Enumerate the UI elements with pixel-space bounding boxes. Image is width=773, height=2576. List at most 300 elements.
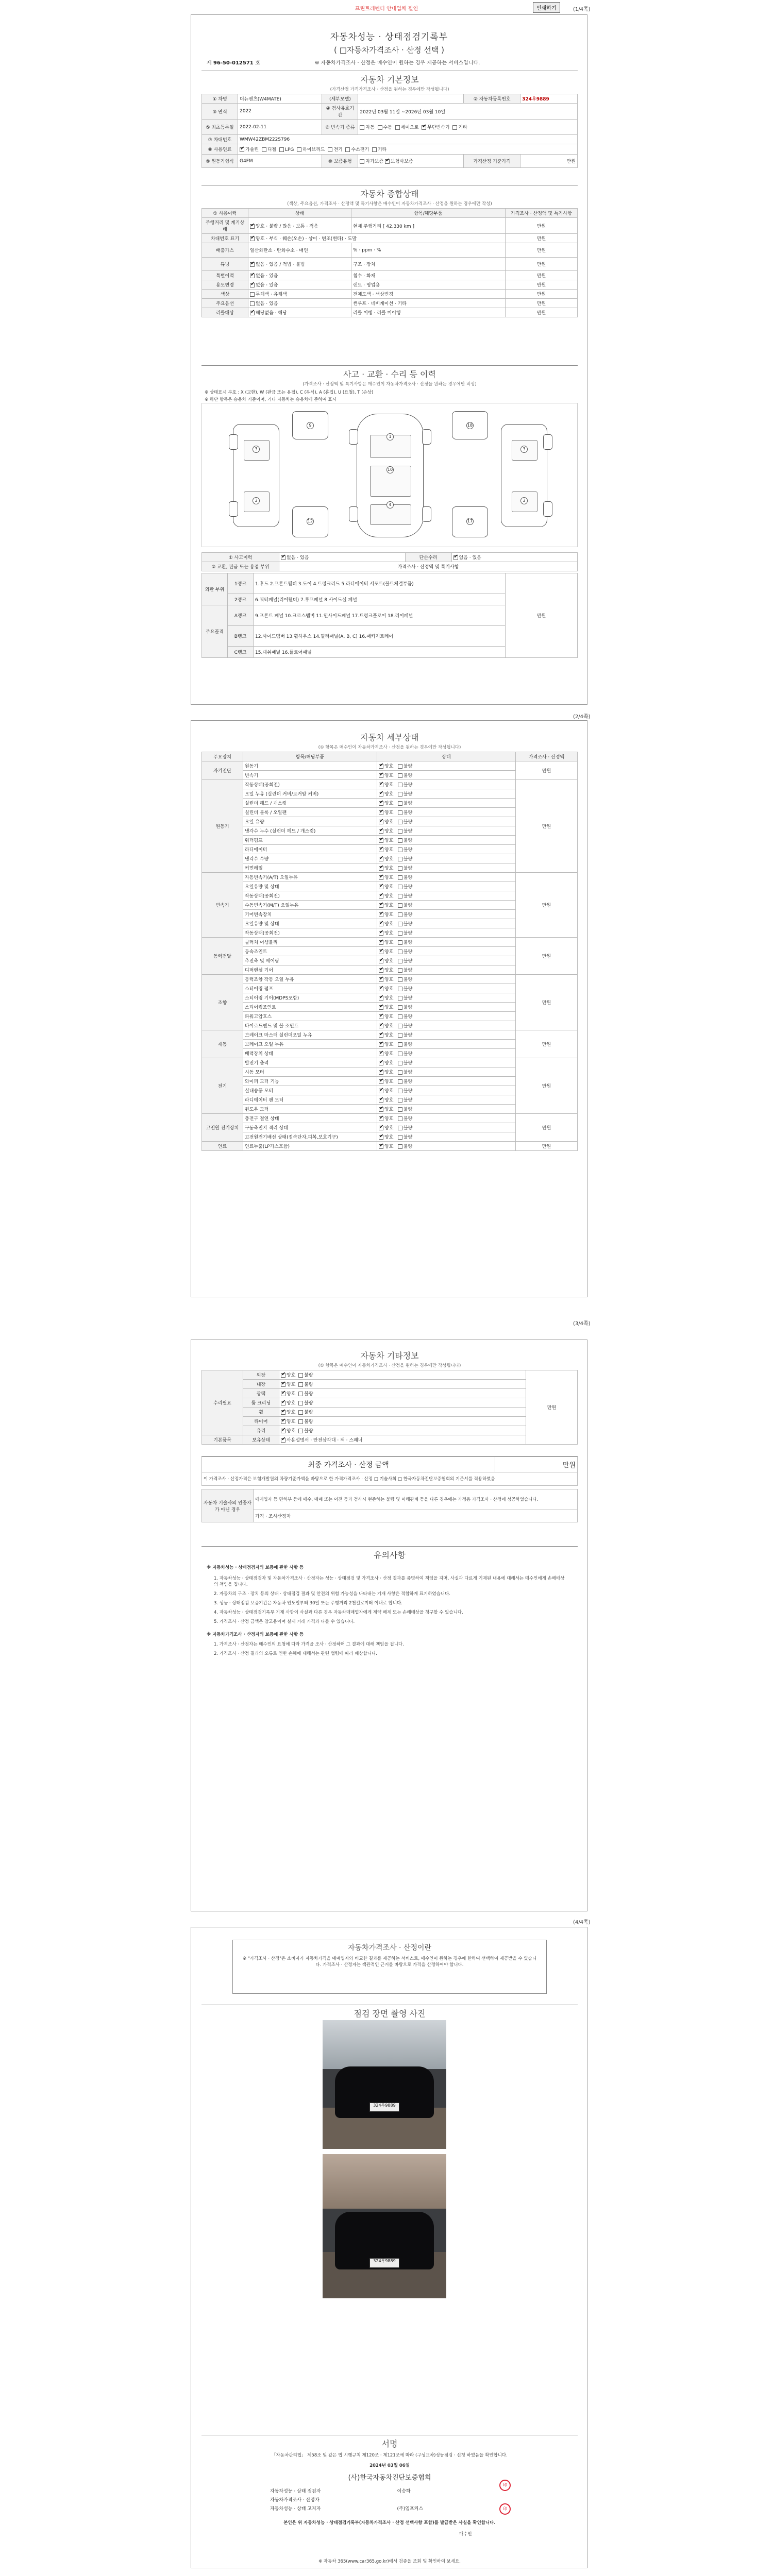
state-checkbox[interactable] bbox=[379, 968, 383, 973]
detail-state[interactable]: ✔ 양호 불량 bbox=[377, 854, 516, 863]
detail-row: 고전원전기배선 상태(접속단자,피복,보호기구) ✔ 양호 불량 bbox=[202, 1132, 578, 1142]
fuel-other[interactable] bbox=[372, 147, 377, 152]
detail-row: 라디에이터 ✔ 양호 불량 bbox=[202, 845, 578, 854]
state-checkbox[interactable] bbox=[398, 1024, 402, 1028]
state-checkbox[interactable] bbox=[379, 764, 383, 769]
state-checkbox[interactable] bbox=[398, 885, 402, 889]
accident-history-label: ① 사고이력 bbox=[202, 553, 279, 562]
final-price-title: 최종 가격조사 · 산정 금액 bbox=[202, 1457, 495, 1472]
document-note: ※ 자동차가격조사 · 산정은 매수인이 원하는 경우 제공하는 서비스입니다. bbox=[315, 60, 480, 66]
warranty-options: 자가보증 ✔ 보험사보증 bbox=[358, 155, 464, 168]
state-checkbox[interactable] bbox=[398, 931, 402, 936]
general-state-title: 자동차 종합상태 bbox=[360, 189, 419, 199]
state-checkbox[interactable] bbox=[379, 866, 383, 871]
replaced-parts-price-note: 가격조사 · 산정액 및 특기사항 bbox=[279, 562, 578, 571]
detail-state[interactable]: ✔ 양호 불량 bbox=[377, 1040, 516, 1049]
detail-state[interactable]: ✔ 양호 불량 bbox=[377, 845, 516, 854]
detail-row: 실린더 블록 / 오일팬 ✔ 양호 불량 bbox=[202, 808, 578, 817]
car-diagram-area: 3 3 1 10 4 3 3 9 18 12 17 bbox=[201, 403, 578, 547]
inspection-photo-rear bbox=[323, 2154, 446, 2298]
state-checkbox[interactable] bbox=[379, 1014, 383, 1019]
inspection-validity-label: ④ 검사유효기간 bbox=[322, 104, 358, 120]
vin-label: ⑦ 차대번호 bbox=[202, 135, 238, 144]
accident-note: (가격조사 · 산정액 및 특기사항은 매수인이 자동차가격조사 · 산정을 원하는 경우에만 작성) bbox=[303, 382, 477, 387]
detail-row: 스티어링조인트 ✔ 양호 불량 bbox=[202, 1003, 578, 1012]
detail-model-label: (세부모델) bbox=[322, 94, 358, 104]
year-label: ③ 연식 bbox=[202, 104, 238, 120]
detail-row: 윈도우 모터 ✔ 양호 불량 bbox=[202, 1105, 578, 1114]
state-checkbox[interactable] bbox=[398, 903, 402, 908]
state-checkbox[interactable] bbox=[398, 857, 402, 861]
detail-row: 오일 누유 (실린더 커버/로커암 커버) ✔ 양호 불량 bbox=[202, 789, 578, 799]
other-checkbox[interactable] bbox=[298, 1382, 303, 1387]
state-checkbox[interactable] bbox=[379, 903, 383, 908]
inspector-sub: 가격 · 조사산정자 bbox=[254, 1510, 578, 1522]
detail-state[interactable]: ✔ 양호 불량 bbox=[377, 1114, 516, 1123]
state-checkbox[interactable] bbox=[398, 820, 402, 824]
state-checkbox[interactable] bbox=[379, 1005, 383, 1010]
page-3 bbox=[191, 1340, 587, 1911]
company-seal-stamp: 印 bbox=[499, 2480, 511, 2491]
detail-state[interactable]: ✔ 양호 불량 bbox=[377, 882, 516, 891]
state-checkbox[interactable] bbox=[379, 875, 383, 880]
page-3-number: (3/4쪽) bbox=[573, 1321, 591, 1327]
detail-state[interactable]: ✔ 양호 불량 bbox=[377, 826, 516, 836]
notice-heading-2: ※ 자동차가격조사 · 산정자의 보증에 관한 사항 등 bbox=[207, 1632, 304, 1637]
page-2-number: (2/4쪽) bbox=[573, 714, 591, 720]
other-row: 유리 ✔ 양호 불량 bbox=[202, 1426, 578, 1435]
other-checkbox[interactable] bbox=[281, 1429, 285, 1433]
other-checkbox[interactable] bbox=[281, 1401, 285, 1405]
state-checkbox[interactable] bbox=[379, 1089, 383, 1093]
other-checkbox[interactable] bbox=[298, 1429, 303, 1433]
detail-row: 등속조인트 ✔ 양호 불량 bbox=[202, 947, 578, 956]
notice-item: 2. 가격조사 · 산정 결과의 오류로 인한 손해에 대해서는 관련 법령에 따라 배상합니다. bbox=[214, 1651, 377, 1656]
other-checkbox[interactable] bbox=[298, 1419, 303, 1424]
other-checkbox[interactable] bbox=[281, 1392, 285, 1396]
basic-info-table bbox=[201, 94, 578, 168]
detail-row: 고전원 전기장치 충전구 절연 상태 ✔ 양호 불량 만원 bbox=[202, 1114, 578, 1123]
base-price-value: 만원 bbox=[520, 155, 578, 168]
detail-note: (① 항목은 매수인이 자동차가격조사 · 산정을 원하는 경우에만 작성됩니다) bbox=[318, 745, 461, 750]
other-checkbox[interactable] bbox=[298, 1401, 303, 1405]
detail-state[interactable]: ✔ 양호 불량 bbox=[377, 1086, 516, 1095]
state-checkbox[interactable] bbox=[379, 838, 383, 843]
fuel-hydrogen[interactable] bbox=[345, 147, 350, 152]
state-checkbox[interactable] bbox=[398, 1052, 402, 1056]
state-checkbox[interactable] bbox=[398, 838, 402, 843]
other-checkbox[interactable] bbox=[281, 1410, 285, 1415]
car-name-label: ① 차명 bbox=[202, 94, 238, 104]
state-checkbox[interactable] bbox=[398, 940, 402, 945]
detail-row: 기어변속장치 ✔ 양호 불량 bbox=[202, 910, 578, 919]
other-row: 룸 크리닝 ✔ 양호 불량 bbox=[202, 1398, 578, 1408]
state-checkbox[interactable] bbox=[398, 866, 402, 871]
state-checkbox[interactable] bbox=[398, 977, 402, 982]
state-checkbox[interactable] bbox=[379, 1079, 383, 1084]
general-row: 주요옵션 없음 · 있음 썬루프 · 네비게이션 · 기타 만원 bbox=[202, 299, 578, 308]
state-checkbox[interactable] bbox=[379, 959, 383, 963]
detail-state[interactable]: ✔ 양호 불량 bbox=[377, 919, 516, 928]
detail-state[interactable]: ✔ 양호 불량 bbox=[377, 965, 516, 975]
document-number: 제 96-50-012571 호 bbox=[207, 60, 260, 66]
detail-state[interactable]: ✔ 양호 불량 bbox=[377, 1132, 516, 1142]
state-checkbox[interactable] bbox=[398, 764, 402, 769]
warranty-label: ⑩ 보증유형 bbox=[322, 155, 358, 168]
other-checkbox[interactable] bbox=[281, 1419, 285, 1424]
detail-state[interactable]: ✔ 양호 불량 bbox=[377, 1003, 516, 1012]
photo-plate-rear: 324우9889 bbox=[369, 2258, 399, 2268]
final-price-note: 이 가격조사 · 산정가격은 보험개발원의 차량기준가액을 바탕으로 한 가격가격조사 · 산정 □ 기술사회 □ 한국자동차진단보증협회의 기준서를 적용하였음 bbox=[202, 1472, 578, 1486]
state-checkbox[interactable] bbox=[398, 968, 402, 973]
replaced-parts-label: ② 교환, 판금 또는 용접 부위 bbox=[202, 562, 279, 571]
detail-table: 주요장치 항목/해당부품 상태 가격조사 · 산정액 자기진단 원동기 ✔ 양호 불량 만원 변속기 ✔ 양호 불량 원동기 작동상태(공회전) ✔ 양호 불량 만원 오일 누유 (실린더 커버/로커암 커버) ✔ 양호 불량 실린더 헤드 / 개스킷 ✔ 양호 불량 실린더 블록 / 오일팬 ✔ 양호 불량 오일 유량 ✔ 양호 불량 냉각수 누수 (실린더 헤드 / 개스킷) ✔ 양호 불량 워터펌프 ✔ 양호 불량 라디에이터 ✔ 양호 불량 냉각수 수량 ✔ 양호 불량 커먼레일 ✔ 양호 불량 변속기 자동변속기(A/T) 오일누유 ✔ 양호 불량 만원 오일유량 및 상태 ✔ 양호 불량 작동상태(공회전) ✔ 양호 불량 수동변속기(M/T) 오일누유 ✔ 양호 불량 기어변속장치 ✔ 양호 불량 오일유량 및 상태 ✔ 양호 불량 작동상태(공회전) ✔ 양호 불량 동력전달 클러치 어셈블리 ✔ 양호 불량 만원 등속조인트 ✔ 양호 불량 추진축 및 베어링 ✔ 양호 불량 디퍼렌셜 기어 ✔ 양호 불량 조향 동력조향 작동 오일 누유 ✔ 양호 불량 만원 스티어링 펌프 ✔ 양호 불량 스티어링 기어(MDPS포함) ✔ 양호 불량 스티어링조인트 ✔ 양호 불량 파워고압호스 ✔ 양호 불량 타이로드엔드 및 볼 조인트 ✔ 양호 불량 제동 브레이크 마스터 실린더오일 누유 ✔ 양호 불량 만원 브레이크 오일 누유 ✔ 양호 불량 배력장치 상태 ✔ 양호 불량 전기 발전기 출력 ✔ 양호 불량 만원 시동 모터 ✔ 양호 불량 와이퍼 모터 기능 ✔ 양호 불량 실내송풍 모터 ✔ 양호 불량 라디에이터 팬 모터 ✔ 양호 불량 윈도우 모터 ✔ 양호 불량 고전원 전기장치 충전구 절연 상태 ✔ 양호 불량 만원 구동축전지 격리 상태 ✔ 양호 불량 고전원전기배선 상태(접속단자,피복,보호기구) ✔ 양호 불량 연료 연료누출(LP가스포함) ✔ 양호 불량 만원 bbox=[201, 752, 578, 1151]
footer-note: ※ 자동차 365(www.car365.go.kr)에서 검증을 조회 및 확인하여 보세요. bbox=[318, 2559, 461, 2564]
car-name-value: 더뉴벤츠(W4MATE) bbox=[238, 94, 322, 104]
notice-item: 3. 성능 · 상태점검 보증기간은 자동차 인도일부터 30일 또는 주행거리 2천킬로미터 이내로 합니다. bbox=[214, 1601, 402, 1606]
signers-table: 자동차성능 · 상태 점검자 이승하 자동차가격조사 · 산정자 자동차성능 · 상태 고지자 (주)임포커스 bbox=[268, 2486, 464, 2513]
general-row: 차대번호 표기 ✔ 양호 · 부식 · 훼손(오손) · 상이 · 변조(변타) · 도말 만원 bbox=[202, 234, 578, 243]
warranty-self[interactable] bbox=[360, 159, 364, 164]
state-checkbox[interactable] bbox=[398, 1126, 402, 1130]
base-price-label: 가격산정 기준가격 bbox=[464, 155, 520, 168]
state-checkbox[interactable] bbox=[379, 977, 383, 982]
general-row: 주행거리 및 계기상태 ✔양호 · 불량 / 많음 · 보통 · 적음 현재 주행거리 [ 42,330 km ] 만원 bbox=[202, 218, 578, 234]
other-checkbox[interactable] bbox=[281, 1373, 285, 1378]
state-checkbox[interactable] bbox=[398, 959, 402, 963]
detail-row: 원동기 작동상태(공회전) ✔ 양호 불량 만원 bbox=[202, 780, 578, 789]
state-checkbox[interactable] bbox=[379, 848, 383, 852]
fuel-electric[interactable] bbox=[328, 147, 332, 152]
detail-state[interactable]: ✔ 양호 불량 bbox=[377, 1012, 516, 1021]
first-reg-value: 2022-02-11 bbox=[238, 120, 322, 135]
checkbox-other[interactable] bbox=[452, 125, 457, 130]
transmission-options: 자동 수동 세미오토 ✔ 무단변속기 기타 bbox=[358, 120, 578, 135]
state-checkbox[interactable] bbox=[379, 1098, 383, 1103]
detail-state[interactable]: ✔ 양호 불량 bbox=[377, 761, 516, 771]
detail-row: 수동변속기(M/T) 오일누유 ✔ 양호 불량 bbox=[202, 901, 578, 910]
detail-state[interactable]: ✔ 양호 불량 bbox=[377, 780, 516, 789]
state-checkbox[interactable] bbox=[398, 1061, 402, 1065]
detail-row: 배력장치 상태 ✔ 양호 불량 bbox=[202, 1049, 578, 1058]
general-header-state: 상태 bbox=[248, 209, 351, 218]
detail-state[interactable]: ✔ 양호 불량 bbox=[377, 1021, 516, 1030]
other-info-table bbox=[201, 1370, 578, 1445]
inspector-text: 매매업자 등 면허부 등에 매수, 매매 또는 이전 등과 검사시 현존하는 불량 및 이해관계 등을 다른 경우에는 가정용 가격조사 · 산정에 성공하였습니다. bbox=[254, 1489, 578, 1510]
detail-state[interactable]: ✔ 양호 불량 bbox=[377, 947, 516, 956]
detail-state[interactable]: ✔ 양호 불량 bbox=[377, 808, 516, 817]
inspector-name: 이승하 bbox=[397, 2489, 411, 2494]
general-row: 배출가스 일산화탄소 · 탄화수소 · 매연 % · ppm · % 만원 bbox=[202, 243, 578, 258]
signature-section bbox=[201, 2435, 578, 2483]
car-left-side-diagram bbox=[233, 424, 279, 527]
detail-row: 추진축 및 베어링 ✔ 양호 불량 bbox=[202, 956, 578, 965]
state-checkbox[interactable] bbox=[379, 829, 383, 834]
accident-legend-1: ※ 상태표시 부호 : X (교환), W (판금 또는 용접), C (부식), A (흠집), U (요철), T (손상) bbox=[205, 390, 374, 395]
state-checkbox[interactable] bbox=[379, 885, 383, 889]
basic-info-title: 자동차 기본정보 bbox=[360, 75, 419, 84]
detail-state[interactable]: ✔ 양호 불량 bbox=[377, 817, 516, 826]
top-notice-link[interactable]: 프린트레벤터 안내업체 필인 bbox=[355, 6, 418, 12]
detail-row: 작동상태(공회전) ✔ 양호 불량 bbox=[202, 928, 578, 938]
general-row: 튜닝 ✔ 없음 · 있음 / 적법 · 불법 구조 · 장치 만원 bbox=[202, 258, 578, 271]
accident-legend-2: ※ 하단 항목은 승용차 기준이며, 기타 자동차는 승용차에 준하여 표시 bbox=[205, 397, 337, 402]
state-checkbox[interactable] bbox=[398, 1098, 402, 1103]
checkbox-cvt[interactable] bbox=[422, 125, 426, 130]
fuel-gasoline[interactable] bbox=[240, 147, 244, 152]
detail-state[interactable]: ✔ 양호 불량 bbox=[377, 1030, 516, 1040]
transmission-label: ⑥ 변속기 종류 bbox=[322, 120, 358, 135]
page-4-number: (4/4쪽) bbox=[573, 1920, 591, 1925]
detail-row: 타이로드엔드 및 볼 조인트 ✔ 양호 불량 bbox=[202, 1021, 578, 1030]
price-check-text: ※ "가격조사 · 산정"은 소비자가 자동차가격을 매매업자와 비교한 결과를 제공하는 서비스로, 매수인이 원하는 경우에 한하여 선택하여 제공받을 수 있습니다. 가격조사 · 산정자는 객관적인 근거를 바탕으로 가격을 산정하여야 합니다. bbox=[243, 1956, 536, 1968]
detail-state[interactable]: ✔ 양호 불량 bbox=[377, 771, 516, 780]
state-checkbox[interactable] bbox=[398, 801, 402, 806]
main-frame-label: 주요골격 bbox=[202, 605, 228, 658]
state-checkbox[interactable] bbox=[398, 1144, 402, 1149]
detail-row: 오일유량 및 상태 ✔ 양호 불량 bbox=[202, 919, 578, 928]
state-checkbox[interactable] bbox=[379, 1126, 383, 1130]
other-row: 수리필요 외장 ✔ 양호 불량 만원 bbox=[202, 1370, 578, 1380]
detail-state[interactable]: ✔ 양호 불량 bbox=[377, 956, 516, 965]
accident-section bbox=[201, 365, 578, 695]
other-info-note: (① 항목은 매수인이 자동차가격조사 · 산정을 원하는 경우에만 작성됩니다) bbox=[318, 1363, 461, 1368]
simple-repair-label: 단순수리 bbox=[405, 553, 451, 562]
notice-item: 1. 자동차성능 · 상태점검자 및 자동차가격조사 · 산정자는 성능 · 상태점검 및 가격조사 · 산정 결과를 증명하여 책임을 지며, 사실과 다르게 기재된 내용에 대해서는 매수인에게 손해배상의 책임을 집니다. bbox=[214, 1576, 565, 1587]
state-checkbox[interactable] bbox=[379, 857, 383, 861]
general-row: 리콜대상 ✔ 해당없음 · 해당 리콜 이행 · 리콜 미이행 만원 bbox=[202, 308, 578, 317]
fuel-diesel[interactable] bbox=[262, 147, 266, 152]
final-price-section bbox=[201, 1456, 578, 1522]
detail-state[interactable]: ✔ 양호 불량 bbox=[377, 910, 516, 919]
reg-number-label: ② 자동차등록번호 bbox=[464, 94, 520, 104]
document-subtitle: ( □자동차가격조사 · 산정 선택 ) bbox=[334, 45, 444, 55]
checkbox-manual[interactable] bbox=[378, 125, 382, 130]
reg-number-value: 324우9889 bbox=[520, 94, 578, 104]
detail-title: 자동차 세부상태 bbox=[360, 733, 419, 742]
state-checkbox[interactable] bbox=[379, 894, 383, 899]
state-checkbox[interactable] bbox=[379, 931, 383, 936]
state-checkbox[interactable] bbox=[398, 875, 402, 880]
car-right-side-diagram bbox=[501, 424, 547, 527]
detail-state[interactable]: ✔ 양호 불량 bbox=[377, 928, 516, 938]
state-checkbox[interactable] bbox=[398, 1042, 402, 1047]
state-checkbox[interactable] bbox=[379, 912, 383, 917]
state-checkbox[interactable] bbox=[398, 810, 402, 815]
print-button[interactable]: 인쇄하기 bbox=[533, 2, 560, 13]
signature-company: (사)한국자동차진단보증협회 bbox=[348, 2474, 431, 2482]
other-row: 기본품목 보유상태 ✔ 사용설명서 · 안전삼각대 · 잭 · 스패너 bbox=[202, 1435, 578, 1445]
state-checkbox[interactable] bbox=[379, 1107, 383, 1112]
other-checkbox[interactable] bbox=[298, 1373, 303, 1378]
state-checkbox[interactable] bbox=[379, 792, 383, 796]
state-checkbox[interactable] bbox=[398, 987, 402, 991]
detail-state[interactable]: ✔ 양호 불량 bbox=[377, 901, 516, 910]
signature-text: 「자동차관리법」 제58조 및 같은 법 시행규칙 제120조 · 제121조에 따라 (구성교차)성능점검 · 신청 하였음을 확인합니다. bbox=[272, 2453, 508, 2458]
state-checkbox[interactable] bbox=[398, 829, 402, 834]
state-checkbox[interactable] bbox=[379, 801, 383, 806]
state-checkbox[interactable] bbox=[398, 1070, 402, 1075]
detail-row: 제동 브레이크 마스터 실린더오일 누유 ✔ 양호 불량 만원 bbox=[202, 1030, 578, 1040]
detail-row: 스티어링 펌프 ✔ 양호 불량 bbox=[202, 984, 578, 993]
detail-state[interactable]: ✔ 양호 불량 bbox=[377, 863, 516, 873]
general-header-price: 가격조사 · 산정액 및 특기사항 bbox=[506, 209, 578, 218]
state-checkbox[interactable] bbox=[379, 950, 383, 954]
outer-parts-label: 외판 부위 bbox=[202, 573, 228, 605]
accident-none-checkbox[interactable] bbox=[281, 555, 285, 560]
other-info-section bbox=[201, 1347, 578, 1445]
page-2 bbox=[191, 720, 587, 1297]
first-reg-label: ⑤ 최초등록일 bbox=[202, 120, 238, 135]
other-checkbox[interactable] bbox=[298, 1410, 303, 1415]
detail-row: 브레이크 오일 누유 ✔ 양호 불량 bbox=[202, 1040, 578, 1049]
detail-row: 작동상태(공회전) ✔ 양호 불량 bbox=[202, 891, 578, 901]
state-checkbox[interactable] bbox=[398, 1089, 402, 1093]
detail-section bbox=[201, 729, 578, 1151]
other-info-title: 자동차 기타정보 bbox=[360, 1351, 419, 1361]
detail-state[interactable]: ✔ 양호 불량 bbox=[377, 836, 516, 845]
detail-state[interactable]: ✔ 양호 불량 bbox=[377, 799, 516, 808]
detail-row: 변속기 ✔ 양호 불량 bbox=[202, 771, 578, 780]
state-checkbox[interactable] bbox=[379, 922, 383, 926]
accident-history-table: ① 사고이력 ✔ 없음 · 있음 단순수리 ✔ 없음 · 있음 ② 교환, 판금 또는 용접 부위 가격조사 · 산정액 및 특기사항 bbox=[201, 552, 578, 571]
state-checkbox[interactable] bbox=[379, 820, 383, 824]
detail-row: 연료 연료누출(LP가스포함) ✔ 양호 불량 만원 bbox=[202, 1142, 578, 1151]
photo-section bbox=[201, 2005, 578, 2020]
detail-state[interactable]: ✔ 양호 불량 bbox=[377, 1142, 516, 1151]
general-row: 특별이력 ✔ 없음 · 있음 침수 · 화재 만원 bbox=[202, 271, 578, 280]
state-checkbox[interactable] bbox=[379, 987, 383, 991]
detail-state[interactable]: ✔ 양호 불량 bbox=[377, 984, 516, 993]
other-row: 타이어 ✔ 양호 불량 bbox=[202, 1417, 578, 1426]
detail-state[interactable]: ✔ 양호 불량 bbox=[377, 873, 516, 882]
general-state-note: (색상, 주요옵션, 가격조사 · 산정액 및 특기사항은 매수인이 자동차가격조사 · 산정을 원하는 경우에만 작성) bbox=[287, 201, 492, 207]
state-checkbox[interactable] bbox=[379, 783, 383, 787]
state-checkbox[interactable] bbox=[379, 1061, 383, 1065]
state-checkbox[interactable] bbox=[398, 1107, 402, 1112]
basic-info-section bbox=[201, 71, 578, 168]
detail-state[interactable]: ✔ 양호 불량 bbox=[377, 1123, 516, 1132]
state-checkbox[interactable] bbox=[379, 996, 383, 1001]
inspector-label: 자동차 기술사의 인증자가 아닌 경우 bbox=[202, 1489, 254, 1522]
general-row: 색상 무채색 · 유채색 전체도색 · 색상변경 만원 bbox=[202, 290, 578, 299]
other-row: 휠 ✔ 양호 불량 bbox=[202, 1408, 578, 1417]
notice-title: 유의사항 bbox=[374, 1550, 406, 1560]
other-checkbox[interactable] bbox=[281, 1382, 285, 1387]
inspector-seal-stamp: 印 bbox=[499, 2503, 511, 2515]
notice-heading-1: ※ 자동차성능 · 상태점검자의 보증에 관한 사항 등 bbox=[207, 1565, 304, 1570]
general-state-section bbox=[201, 185, 578, 317]
detail-row: 냉각수 누수 (실린더 헤드 / 개스킷) ✔ 양호 불량 bbox=[202, 826, 578, 836]
notice-item: 5. 가격조사 · 산정 금액은 참고용이며 실제 거래 가격과 다를 수 있습니다. bbox=[214, 1619, 355, 1624]
state-checkbox[interactable] bbox=[379, 1052, 383, 1056]
checkbox-semi[interactable] bbox=[395, 125, 400, 130]
state-checkbox[interactable] bbox=[379, 1135, 383, 1140]
photo-title: 점검 장면 촬영 사진 bbox=[354, 2009, 426, 2019]
detail-row: 조향 동력조향 작동 오일 누유 ✔ 양호 불량 만원 bbox=[202, 975, 578, 984]
page-4 bbox=[191, 1927, 587, 2568]
detail-row: 실내송풍 모터 ✔ 양호 불량 bbox=[202, 1086, 578, 1095]
warranty-insurance[interactable] bbox=[385, 159, 390, 164]
notice-item: 1. 가격조사 · 산정자는 매수인의 요청에 따라 가격을 조사 · 산정하며 그 결과에 대해 책임을 집니다. bbox=[214, 1642, 404, 1647]
state-checkbox[interactable] bbox=[398, 1079, 402, 1084]
detail-row: 커먼레일 ✔ 양호 불량 bbox=[202, 863, 578, 873]
state-checkbox[interactable] bbox=[398, 773, 402, 778]
detail-state[interactable]: ✔ 양호 불량 bbox=[377, 1058, 516, 1067]
detail-state[interactable]: ✔ 양호 불량 bbox=[377, 938, 516, 947]
detail-row: 라디에이터 팬 모터 ✔ 양호 불량 bbox=[202, 1095, 578, 1105]
state-checkbox[interactable] bbox=[379, 940, 383, 945]
state-checkbox[interactable] bbox=[398, 1033, 402, 1038]
state-checkbox[interactable] bbox=[398, 950, 402, 954]
rank-table: 외판 부위 1랭크 1.후드 2.프론트휀더 3.도어 4.트렁크리드 5.라디에이터 서포트(볼트체결부품) 만원 2랭크 6.쿼터패널(리어휀더) 7.루프패널 8.사이드실 패널 주요골격 A랭크 9.프론트 패널 10.크로스멤버 11.인사이드패널 17.트렁크플로어 18.리어패널 B랭크 12.사이드멤버 13.휠하우스 14.필러패널(A, B, C) 16.패키지트레이 C랭크 15.대쉬패널 16.플로어패널 bbox=[201, 573, 578, 658]
final-price-value: 만원 bbox=[495, 1457, 578, 1472]
state-checkbox[interactable] bbox=[379, 1116, 383, 1121]
state-checkbox[interactable] bbox=[379, 810, 383, 815]
state-checkbox[interactable] bbox=[379, 1042, 383, 1047]
state-checkbox[interactable] bbox=[398, 912, 402, 917]
price-check-notice bbox=[232, 1940, 547, 1994]
buyer-confirm-note: 본인은 위 자동차성능 · 상태점검기록부(자동차가격조사 · 산정 선택사항 포함)를 발급받은 사실을 확인합니다. bbox=[283, 2520, 496, 2526]
state-checkbox[interactable] bbox=[398, 1116, 402, 1121]
other-row: 광택 ✔ 양호 불량 bbox=[202, 1389, 578, 1398]
general-row: 용도변경 ✔ 없음 · 있음 렌트 · 영업용 만원 bbox=[202, 280, 578, 290]
state-checkbox[interactable] bbox=[398, 848, 402, 852]
fuel-lpg[interactable] bbox=[279, 147, 284, 152]
signature-date: 2024년 03월 06일 bbox=[369, 2463, 410, 2468]
detail-row: 구동축전지 격리 상태 ✔ 양호 불량 bbox=[202, 1123, 578, 1132]
state-checkbox[interactable] bbox=[379, 1033, 383, 1038]
other-checkbox[interactable] bbox=[298, 1392, 303, 1396]
general-state-table bbox=[201, 208, 578, 317]
fuel-hybrid[interactable] bbox=[297, 147, 301, 152]
detail-state[interactable]: ✔ 양호 불량 bbox=[377, 975, 516, 984]
state-checkbox[interactable] bbox=[379, 773, 383, 778]
state-checkbox[interactable] bbox=[379, 1144, 383, 1149]
state-checkbox[interactable] bbox=[398, 894, 402, 899]
detail-state[interactable]: ✔ 양호 불량 bbox=[377, 1077, 516, 1086]
engine-type-label: ⑨ 원동기형식 bbox=[202, 155, 238, 168]
detail-state[interactable]: ✔ 양호 불량 bbox=[377, 993, 516, 1003]
simple-repair-checkbox[interactable] bbox=[453, 555, 458, 560]
detail-state[interactable]: ✔ 양호 불량 bbox=[377, 891, 516, 901]
detail-row: 와이퍼 모터 기능 ✔ 양호 불량 bbox=[202, 1077, 578, 1086]
detail-state[interactable]: ✔ 양호 불량 bbox=[377, 789, 516, 799]
state-checkbox[interactable] bbox=[379, 1070, 383, 1075]
state-checkbox[interactable] bbox=[398, 1005, 402, 1010]
state-checkbox[interactable] bbox=[398, 922, 402, 926]
state-checkbox[interactable] bbox=[379, 1024, 383, 1028]
document-title: 자동차성능 · 상태점검기록부 bbox=[330, 32, 448, 42]
detail-row: 자기진단 원동기 ✔ 양호 불량 만원 bbox=[202, 761, 578, 771]
engine-type-value: G4FM bbox=[238, 155, 322, 168]
notice-section bbox=[201, 1546, 578, 1902]
detail-row: 전기 발전기 출력 ✔ 양호 불량 만원 bbox=[202, 1058, 578, 1067]
state-checkbox[interactable] bbox=[398, 1014, 402, 1019]
state-checkbox[interactable] bbox=[398, 783, 402, 787]
detail-state[interactable]: ✔ 양호 불량 bbox=[377, 1105, 516, 1114]
vin-value: WMW42ZBM222S796 bbox=[238, 135, 578, 144]
state-checkbox[interactable] bbox=[398, 1135, 402, 1140]
state-checkbox[interactable] bbox=[398, 996, 402, 1001]
detail-state[interactable]: ✔ 양호 불량 bbox=[377, 1049, 516, 1058]
checkbox-auto[interactable] bbox=[360, 125, 364, 130]
detail-row: 냉각수 수량 ✔ 양호 불량 bbox=[202, 854, 578, 863]
detail-row: 동력전달 클러치 어셈블리 ✔ 양호 불량 만원 bbox=[202, 938, 578, 947]
detail-state[interactable]: ✔ 양호 불량 bbox=[377, 1067, 516, 1077]
state-checkbox[interactable] bbox=[398, 792, 402, 796]
detail-state[interactable]: ✔ 양호 불량 bbox=[377, 1095, 516, 1105]
